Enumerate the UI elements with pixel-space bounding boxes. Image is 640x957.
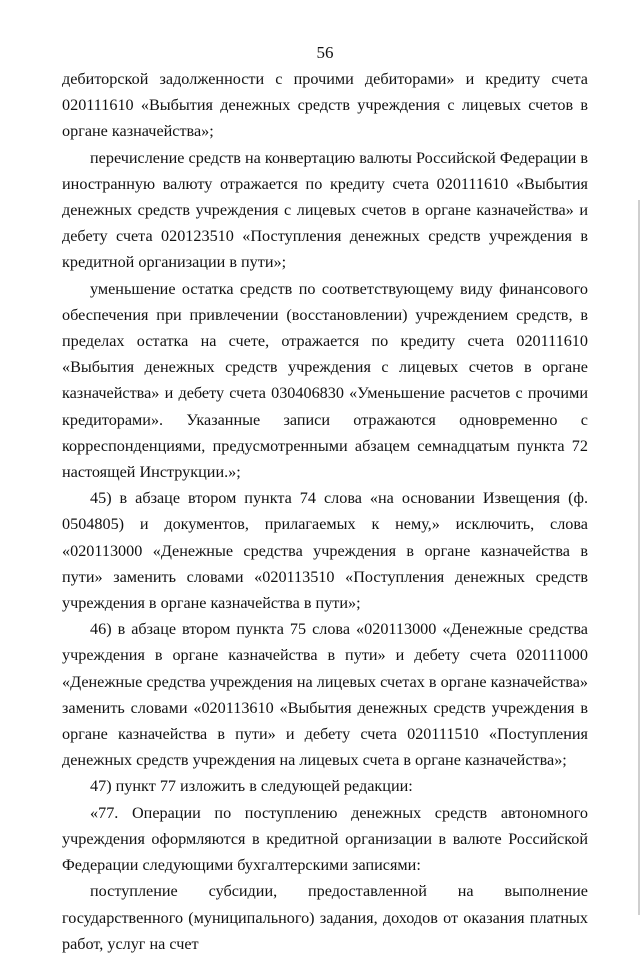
paragraph: уменьшение остатка средств по соответствующему виду финансового обеспечения при привлечении (восстановлении) учреждением средств, в пределах остатка на счете, отражается по кредиту счета 020111610 «Выбытия денежных средств учреждения с лицевых счетов в органе казначейства» и дебету счета 030406830 «Уменьшение расчетов с прочими кредиторами». Указанные записи отражаются одновременно с корреспонденциями, предусмотренными абзацем семнадцатым пункта 72 настоящей Инструкции.»; xyxy=(62,279,588,482)
paragraph: 47) пункт 77 изложить в следующей редакции: xyxy=(90,777,413,796)
paragraph: 45) в абзаце втором пункта 74 слова «на основании Извещения (ф. 0504805) и документов, прилагаемых к нему,» исключить, слова «020113000 «Денежные средства учреждения в органе казначейства в пути» заменить словами «020113510 «Поступления денежных средств учреждения в органе казначейства в пути»; xyxy=(62,489,588,613)
paragraph: дебиторской задолженности с прочими дебиторами» и кредиту счета 020111610 «Выбытия денежных средств учреждения с лицевых счетов в органе казначейства»; xyxy=(62,70,588,141)
paragraph: перечисление средств на конвертацию валюты Российской Федерации в иностранную валюту отражается по кредиту счета 020111610 «Выбытия денежных средств учреждения с лицевых счетов в органе казначейства» и дебету счета 020123510 «Поступления денежных средств учреждения в кредитной организации в пути»; xyxy=(62,148,588,272)
document-body xyxy=(62,66,588,957)
paragraph: поступление субсидии, предоставленной на выполнение государственного (муниципального) задания, доходов от оказания платных работ, услуг на счет xyxy=(62,882,588,953)
paragraph: «77. Операции по поступлению денежных средств автономного учреждения оформляются в кредитной организации в валюте Российской Федерации следующими бухгалтерскими записями: xyxy=(62,803,588,875)
paragraph: 46) в абзаце втором пункта 75 слова «020113000 «Денежные средства учреждения в органе казначейства в пути» и дебету счета 020111000 «Денежные средства учреждения на лицевых счетах в органе казначейства» заменить словами «020113610 «Выбытия денежных средств учреждения в органе казначейства в пути» и дебету счета 020111510 «Поступления денежных средств учреждения на лицевых счета в органе казначейства»; xyxy=(62,620,588,770)
page-number: 56 xyxy=(316,43,334,62)
